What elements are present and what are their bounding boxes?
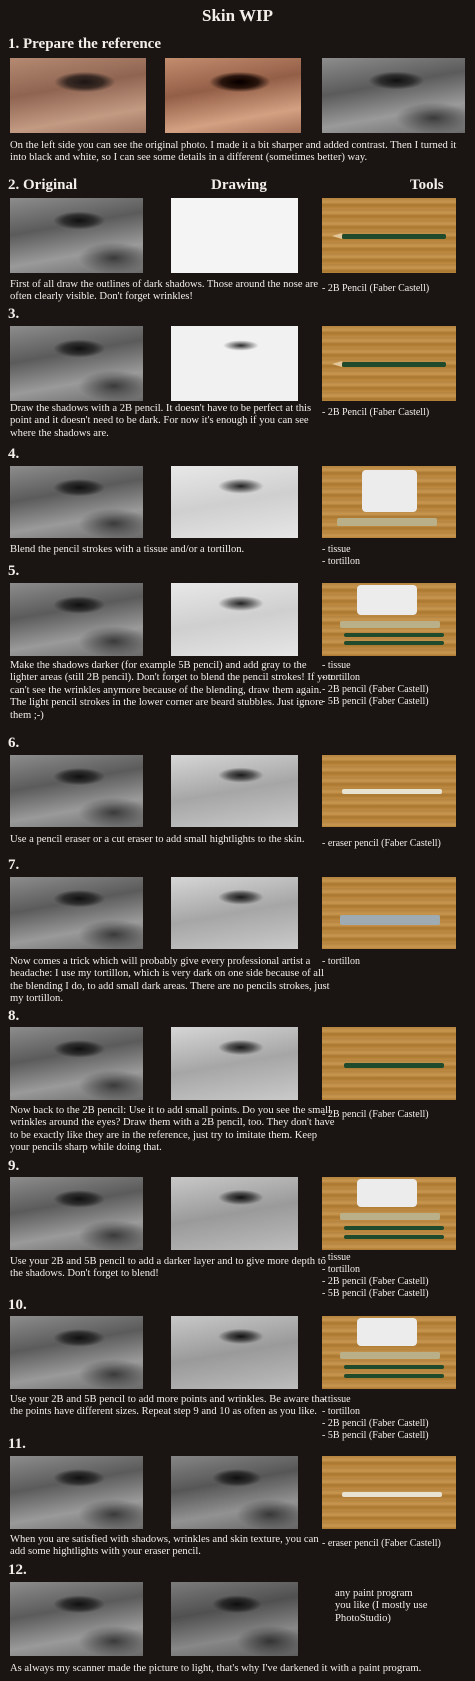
bw-photo xyxy=(322,58,465,133)
tool-item: - 2B pencil (Faber Castell) xyxy=(322,1418,429,1429)
tortillon xyxy=(340,1352,440,1359)
step-7-heading: 7. xyxy=(8,857,20,873)
step-7-tools xyxy=(322,956,472,968)
step-4-original xyxy=(10,466,143,538)
step-3-tools xyxy=(322,407,472,419)
tool-item: - 2B Pencil (Faber Castell) xyxy=(322,407,430,418)
tool-item: - tortillon xyxy=(322,672,361,683)
step-11-tools-photo xyxy=(322,1456,456,1529)
tool-item: - 5B pencil (Faber Castell) xyxy=(322,1288,429,1299)
step-9-drawing xyxy=(171,1177,298,1250)
pencil-2b xyxy=(342,234,446,239)
step-6-text: Use a pencil eraser or a cut eraser to add small hightlights to the skin. xyxy=(10,834,305,845)
step-10-heading: 10. xyxy=(8,1297,27,1313)
column-header-drawing: Drawing xyxy=(211,177,267,193)
pencil-tip xyxy=(332,233,342,239)
step-12-original xyxy=(10,1582,143,1656)
step-2-drawing xyxy=(171,198,298,273)
tool-item: - tissue xyxy=(322,1252,351,1263)
tool-item: - 2B pencil (Faber Castell) xyxy=(322,684,429,695)
step-9-tools xyxy=(322,1252,472,1300)
step-9-text: Use your 2B and 5B pencil to add a darker layer and to give more depth to the shadows. Don't forget to blend! xyxy=(10,1256,326,1280)
pencil-2b xyxy=(344,1226,444,1230)
step-2-original xyxy=(10,198,143,273)
step-10-drawing xyxy=(171,1316,298,1389)
step-5-tools-photo xyxy=(322,583,456,656)
step-5-tools xyxy=(322,660,472,708)
tool-item: - eraser pencil (Faber Castell) xyxy=(322,1538,441,1549)
tool-item: - tortillon xyxy=(322,1406,361,1417)
step-4-heading: 4. xyxy=(8,446,20,462)
step-2-tools-photo xyxy=(322,198,456,273)
tool-item: - 2B pencil (Faber Castell) xyxy=(322,1109,429,1120)
step-8-drawing xyxy=(171,1027,298,1100)
tool-item: - tortillon xyxy=(322,556,361,567)
pencil-2b xyxy=(344,633,444,637)
pencil-2b xyxy=(342,362,446,367)
step-5-heading: 5. xyxy=(8,563,20,579)
tool-item: you like (I mostly use xyxy=(335,1600,428,1612)
original-photo-color xyxy=(10,58,146,133)
eraser-pencil xyxy=(342,1492,442,1497)
tortillon xyxy=(337,518,437,526)
tool-item: - tissue xyxy=(322,1394,351,1405)
tissue xyxy=(357,1318,417,1346)
step-6-tools xyxy=(322,838,472,850)
pencil-5b xyxy=(344,1235,444,1239)
step-7-original xyxy=(10,877,143,949)
step-10-tools xyxy=(322,1394,472,1442)
step-3-text: Draw the shadows with a 2B pencil. It doesn't have to be perfect at this point and it doesn't need to be dark. For now it's enough if you can see where the shadows are. xyxy=(10,403,312,439)
eraser-pencil xyxy=(342,789,442,794)
step-6-tools-photo xyxy=(322,755,456,827)
step-1-heading: 1. Prepare the reference xyxy=(8,36,161,52)
column-header-original xyxy=(8,177,77,194)
step-11-drawing xyxy=(171,1456,298,1529)
sharpened-photo xyxy=(165,58,301,133)
step-9-tools-photo xyxy=(322,1177,456,1250)
column-header-tools: Tools xyxy=(410,177,444,193)
step-3-tools-photo xyxy=(322,326,456,401)
step-4-tools-photo xyxy=(322,466,456,538)
step-9-heading: 9. xyxy=(8,1158,20,1174)
step-6-drawing xyxy=(171,755,298,827)
step-7-tools-photo xyxy=(322,877,456,949)
tool-item: - 5B pencil (Faber Castell) xyxy=(322,696,429,707)
step-12-tools xyxy=(335,1588,475,1625)
step-5-drawing xyxy=(171,583,298,656)
tool-item: - eraser pencil (Faber Castell) xyxy=(322,838,441,849)
tortillon xyxy=(340,915,440,925)
step-2-tools xyxy=(322,283,472,295)
tissue xyxy=(357,1179,417,1207)
step-2-text: First of all draw the outlines of dark shadows. Those around the nose are often clearly visible. Don't forget wrinkles! xyxy=(10,279,319,303)
step-2-number: 2. xyxy=(8,177,20,193)
pencil-5b xyxy=(344,1374,444,1378)
step-8-text: Now back to the 2B pencil: Use it to add small points. Do you see the small wrinkles around the eyes? Draw them with a 2B pencil, too. They don't have to be exactly like they are in the reference, just try to imitate them. Keep your pencils sharp while doing that. xyxy=(10,1105,335,1154)
tool-item: PhotoStudio) xyxy=(335,1612,391,1624)
step-4-tools xyxy=(322,544,472,568)
step-7-text: Now comes a trick which will probably give every professional artist a headache: I use my tortillon, which is very dark on one side because of all the blending I do, to add small dark areas. There are no pencils strokes, just my tortillon. xyxy=(10,956,330,1005)
step-10-original xyxy=(10,1316,143,1389)
tissue xyxy=(357,585,417,615)
step-12-heading: 12. xyxy=(8,1562,27,1578)
pencil-5b xyxy=(344,641,444,645)
pencil-tip xyxy=(332,361,342,367)
tool-item: - 2B pencil (Faber Castell) xyxy=(322,1276,429,1287)
step-3-heading: 3. xyxy=(8,306,20,322)
step-4-drawing xyxy=(171,466,298,538)
tool-item: - tortillon xyxy=(322,956,361,967)
step-6-original xyxy=(10,755,143,827)
step-4-text: Blend the pencil strokes with a tissue and/or a tortillon. xyxy=(10,544,245,555)
step-11-original xyxy=(10,1456,143,1529)
step-5-original xyxy=(10,583,143,656)
pencil-2b xyxy=(344,1063,444,1068)
tool-item: - tissue xyxy=(322,660,351,671)
tool-item: - tortillon xyxy=(322,1264,361,1275)
step-8-tools xyxy=(322,1109,472,1121)
step-7-drawing xyxy=(171,877,298,949)
step-9-original xyxy=(10,1177,143,1250)
page-title: Skin WIP xyxy=(201,6,274,25)
step-10-text: Use your 2B and 5B pencil to add more points and wrinkles. Be aware that the points have different sizes. Repeat step 9 and 10 as often as you like. xyxy=(10,1394,328,1418)
step-3-drawing xyxy=(171,326,298,401)
step-8-heading: 8. xyxy=(8,1008,20,1024)
tissue xyxy=(362,470,417,512)
step-12-text: As always my scanner made the picture to light, that's why I've darkened it with a paint program. xyxy=(10,1663,422,1674)
pencil-2b xyxy=(344,1365,444,1369)
column-original-label: Original xyxy=(23,177,78,193)
step-11-tools xyxy=(322,1538,472,1550)
step-11-text: When you are satisfied with shadows, wrinkles and skin texture, you can add some hightlights with your eraser pencil. xyxy=(10,1534,319,1558)
step-3-original xyxy=(10,326,143,401)
step-1-text: On the left side you can see the original photo. I made it a bit sharper and added contrast. Then I turned it into black and white, so I can see some details in a different (sometimes better) way. xyxy=(10,140,457,164)
step-8-original xyxy=(10,1027,143,1100)
step-11-heading: 11. xyxy=(8,1436,26,1452)
tortillon xyxy=(340,621,440,628)
step-6-heading: 6. xyxy=(8,735,20,751)
tool-item: - 2B Pencil (Faber Castell) xyxy=(322,283,430,294)
tool-item: - 5B pencil (Faber Castell) xyxy=(322,1430,429,1441)
step-5-text: Make the shadows darker (for example 5B pencil) and add gray to the lighter areas (still 2B pencil). Don't forget to blend the pencil strokes! If you can't see the wrinkles anymore because of the blending, draw them again. The light pencil strokes in the lower corner are beard stubbles. Just ignore them ;-) xyxy=(10,660,333,721)
tool-item: any paint program xyxy=(335,1588,413,1599)
step-8-tools-photo xyxy=(322,1027,456,1100)
tortillon xyxy=(340,1213,440,1220)
step-12-drawing xyxy=(171,1582,298,1656)
step-10-tools-photo xyxy=(322,1316,456,1389)
tool-item: - tissue xyxy=(322,544,351,555)
